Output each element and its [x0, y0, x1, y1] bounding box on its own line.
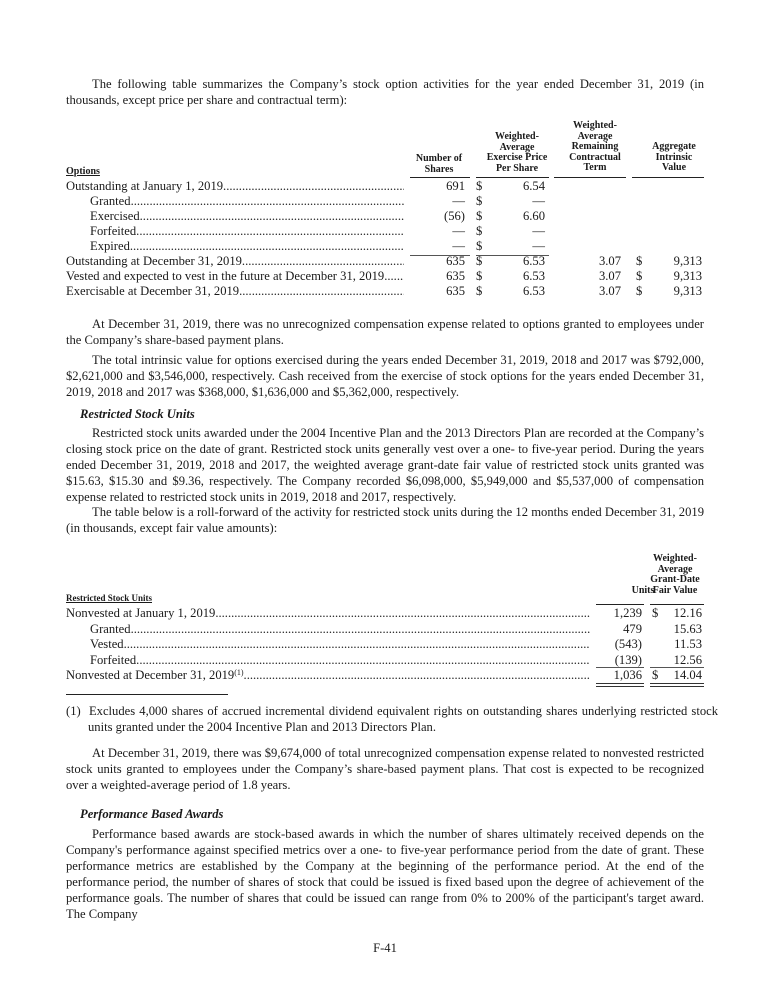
leader-dots [131, 622, 590, 636]
value-cell: 9,313 [673, 284, 702, 298]
row-label-text: Expired [90, 239, 130, 253]
row-label-text: Nonvested at December 31, 2019 [66, 668, 235, 682]
row-label [90, 224, 404, 239]
row-label-text: Forfeited [90, 652, 137, 667]
price-cell: — [532, 224, 545, 238]
para-no-unrecognized: At December 31, 2019, there was no unrecognized compensation expense related to options granted to employees under the Company’s share-based payment plans. [66, 317, 704, 347]
table-row [66, 239, 704, 254]
header-underline [650, 604, 704, 605]
table-row [66, 653, 704, 669]
shares-cell: 635 [446, 254, 465, 268]
header-line: Value [661, 162, 687, 173]
intro-paragraph: The following table summarizes the Company’s stock option activities for the year ended December 31, 2019 (in thousands, except price per share and contractual term): [66, 77, 704, 107]
dollar-sign: $ [476, 194, 483, 208]
leader-dots [215, 606, 590, 620]
col-header-value [638, 142, 710, 174]
rsu-rows [66, 606, 704, 684]
header-underline [476, 177, 549, 178]
price-cell: 6.54 [522, 179, 545, 193]
row-label-text: Granted [90, 194, 131, 208]
header-line: Grant-Date [650, 574, 700, 585]
row-label [90, 194, 404, 209]
fair-value-cell: 11.53 [674, 637, 702, 651]
leader-dots [244, 668, 590, 682]
row-label [66, 179, 404, 194]
dollar-sign: $ [652, 606, 659, 620]
footnote-marker: (1) [66, 704, 81, 718]
term-cell: 3.07 [598, 254, 621, 268]
rsu-paragraph: Restricted stock units awarded under the 2004 Incentive Plan and the 2013 Directors Plan are recorded at the Company’s closing stock price on the date of grant. Restricted stock units generally vest over a one- to five-year period. During the years ended December 31, 2019, 2018 and 2017, the weighted average grant-date fair value of restricted stock units granted was $15.63, $15.30 and $9.36, respectively. The Company recorded $6,098,000, $5,949,000 and $5,537,000 of compensation expense related to restricted stock units in 2019, 2018 and 2017, respectively. [66, 426, 704, 504]
subtotal-rule [650, 667, 704, 668]
price-cell: — [532, 194, 545, 208]
price-cell: 6.60 [522, 209, 545, 223]
leader-dots [136, 224, 404, 238]
units-cell: 479 [623, 621, 642, 636]
value-cell: 9,313 [673, 254, 702, 268]
leader-dots [242, 254, 404, 268]
row-label [66, 269, 404, 284]
shares-cell: 635 [446, 269, 465, 283]
header-underline [410, 177, 470, 178]
table-row [66, 284, 704, 299]
price-cell: 6.53 [522, 269, 545, 283]
row-label [90, 653, 590, 668]
shares-cell: — [452, 194, 465, 208]
price-cell: 6.53 [522, 284, 545, 298]
row-label-text: Granted [90, 621, 131, 636]
header-line: Average [657, 563, 693, 575]
header-line: Weighted- [573, 120, 617, 131]
row-label-text: Outstanding at January 1, 2019 [66, 179, 224, 193]
fair-value-cell: 12.16 [673, 606, 702, 620]
dollar-sign: $ [476, 269, 483, 283]
dollar-sign: $ [636, 269, 643, 283]
shares-cell: — [452, 239, 465, 253]
dollar-sign: $ [636, 284, 643, 298]
row-label [66, 668, 590, 683]
rsu-row-header: Restricted Stock Units [66, 593, 152, 603]
leader-dots [124, 637, 590, 651]
header-line: Intrinsic [655, 151, 693, 163]
para-rsu-unrecognized: At December 31, 2019, there was $9,674,000 of total unrecognized compensation expense related to nonvested restricted stock units granted to employees under the Company’s share-based payment plans. That cost is expected to be recognized over a weighted-average period of 1.8 years. [66, 746, 704, 792]
leader-dots [239, 284, 404, 298]
dollar-sign: $ [476, 224, 483, 238]
header-line: Number of [415, 153, 463, 164]
footnote-ref: (1) [234, 668, 244, 677]
table-row [66, 622, 704, 638]
rsu-table-intro: The table below is a roll-forward of the activity for restricted stock units during the 12 months ended December 31, 2019 (in thousands, except fair value amounts): [66, 505, 704, 535]
header-line: Contractual [569, 151, 621, 163]
row-label [90, 637, 590, 652]
col-header-shares [404, 154, 474, 175]
fair-value-cell: 14.04 [673, 668, 702, 682]
subtotal-rule [596, 667, 644, 668]
units-cell: (139) [614, 652, 642, 667]
row-label [90, 209, 404, 224]
units-cell: 1,036 [613, 668, 642, 682]
header-line: Remaining [571, 141, 619, 152]
leader-dots [223, 179, 404, 193]
row-label [66, 254, 404, 269]
dollar-sign: $ [652, 668, 659, 682]
table-row [66, 254, 704, 269]
row-label [66, 284, 404, 299]
rsu-heading: Restricted Stock Units [80, 407, 195, 421]
col-header-units: Units [631, 585, 655, 596]
term-cell: 3.07 [598, 284, 621, 298]
row-label-text: Forfeited [90, 224, 137, 238]
para-intrinsic-value: The total intrinsic value for options exercised during the years ended December 31, 2019, 2018 and 2017 was $792,000, $2,621,000 and $3,546,000, respectively. Cash received from the exercise of stock options for the years ended December 31, 2019, 2018 and 2017 was $368,000, $1,636,000 and $5,362,000, respectively. [66, 353, 704, 399]
row-label-text: Vested [90, 637, 124, 651]
fair-value-cell: 12.56 [673, 652, 702, 667]
subtotal-rule [476, 255, 549, 256]
options-row-header: Options [66, 166, 100, 177]
table-row [66, 224, 704, 239]
table-row [66, 606, 704, 622]
dollar-sign: $ [476, 209, 483, 223]
subtotal-rule [410, 255, 470, 256]
term-cell: 3.07 [598, 269, 621, 283]
header-line: Aggregate [652, 141, 696, 152]
price-cell: 6.53 [522, 254, 545, 268]
shares-cell: — [452, 224, 465, 238]
table-row [66, 269, 704, 284]
row-label [66, 606, 590, 621]
dollar-sign: $ [476, 239, 483, 253]
dollar-sign: $ [476, 254, 483, 268]
table-row [66, 209, 704, 224]
row-label [90, 239, 404, 254]
shares-cell: 691 [446, 179, 465, 193]
units-cell: (543) [614, 637, 642, 651]
units-cell: 1,239 [613, 606, 642, 620]
header-line: Average [499, 141, 535, 153]
footnote-separator [66, 694, 228, 695]
total-double-rule [650, 683, 704, 687]
performance-heading: Performance Based Awards [80, 807, 224, 821]
dollar-sign: $ [636, 254, 643, 268]
col-header-price [480, 132, 554, 174]
header-line: Fair Value [652, 584, 698, 596]
header-underline [596, 604, 644, 605]
row-label-text: Exercisable at December 31, 2019 [66, 284, 240, 298]
total-double-rule [596, 683, 644, 687]
table-row [66, 637, 704, 653]
leader-dots [136, 653, 590, 667]
shares-cell: (56) [444, 209, 465, 223]
header-line: Exercise Price [486, 152, 548, 163]
header-line: Weighted- [495, 131, 539, 142]
row-label-text: Nonvested at January 1, 2019 [66, 606, 216, 620]
page-number: F-41 [373, 941, 397, 955]
footnote [66, 703, 718, 735]
dollar-sign: $ [476, 179, 483, 193]
row-label-text: Exercised [90, 209, 140, 223]
dollar-sign: $ [476, 284, 483, 298]
price-cell: — [532, 239, 545, 253]
options-rows [66, 179, 704, 299]
table-row [66, 179, 704, 194]
row-label-text: Vested and expected to vest in the future at December 31, 2019 [66, 269, 385, 283]
col-header-term [560, 121, 630, 174]
col-header-fair-value [638, 554, 712, 596]
performance-paragraph: Performance based awards are stock-based awards in which the number of shares ultimately received depends on the Company's performance against specified metrics over a one- to five-year performance period from the date of grant. These performance metrics are established by the Company at the beginning of the performance period. At the end of the performance period, the number of shares of stock that could be issued is fixed based upon the degree of achievement of the performance goals. The number of shares that could be issued can range from 0% to 200% of the participant's target award. The Company [66, 827, 704, 921]
header-line: Weighted- [653, 553, 697, 564]
header-underline [632, 177, 704, 178]
shares-cell: 635 [446, 284, 465, 298]
header-line: Per Share [495, 162, 539, 174]
row-label-text: Outstanding at December 31, 2019 [66, 254, 242, 268]
table-row [66, 194, 704, 209]
footnote-text: Excludes 4,000 shares of accrued incremental dividend equivalent rights on outstanding shares underlying restricted stock units granted under the 2004 Incentive Plan and 2013 Directors Plan. [88, 704, 719, 734]
row-label [90, 622, 590, 637]
header-underline [554, 177, 626, 178]
leader-dots [384, 269, 404, 283]
header-line: Term [583, 162, 607, 173]
leader-dots [130, 239, 404, 253]
header-line: Average [577, 130, 613, 142]
leader-dots [140, 209, 404, 223]
leader-dots [131, 194, 404, 208]
value-cell: 9,313 [673, 269, 702, 283]
fair-value-cell: 15.63 [673, 621, 702, 636]
table-row [66, 668, 704, 684]
header-line: Shares [424, 163, 454, 175]
